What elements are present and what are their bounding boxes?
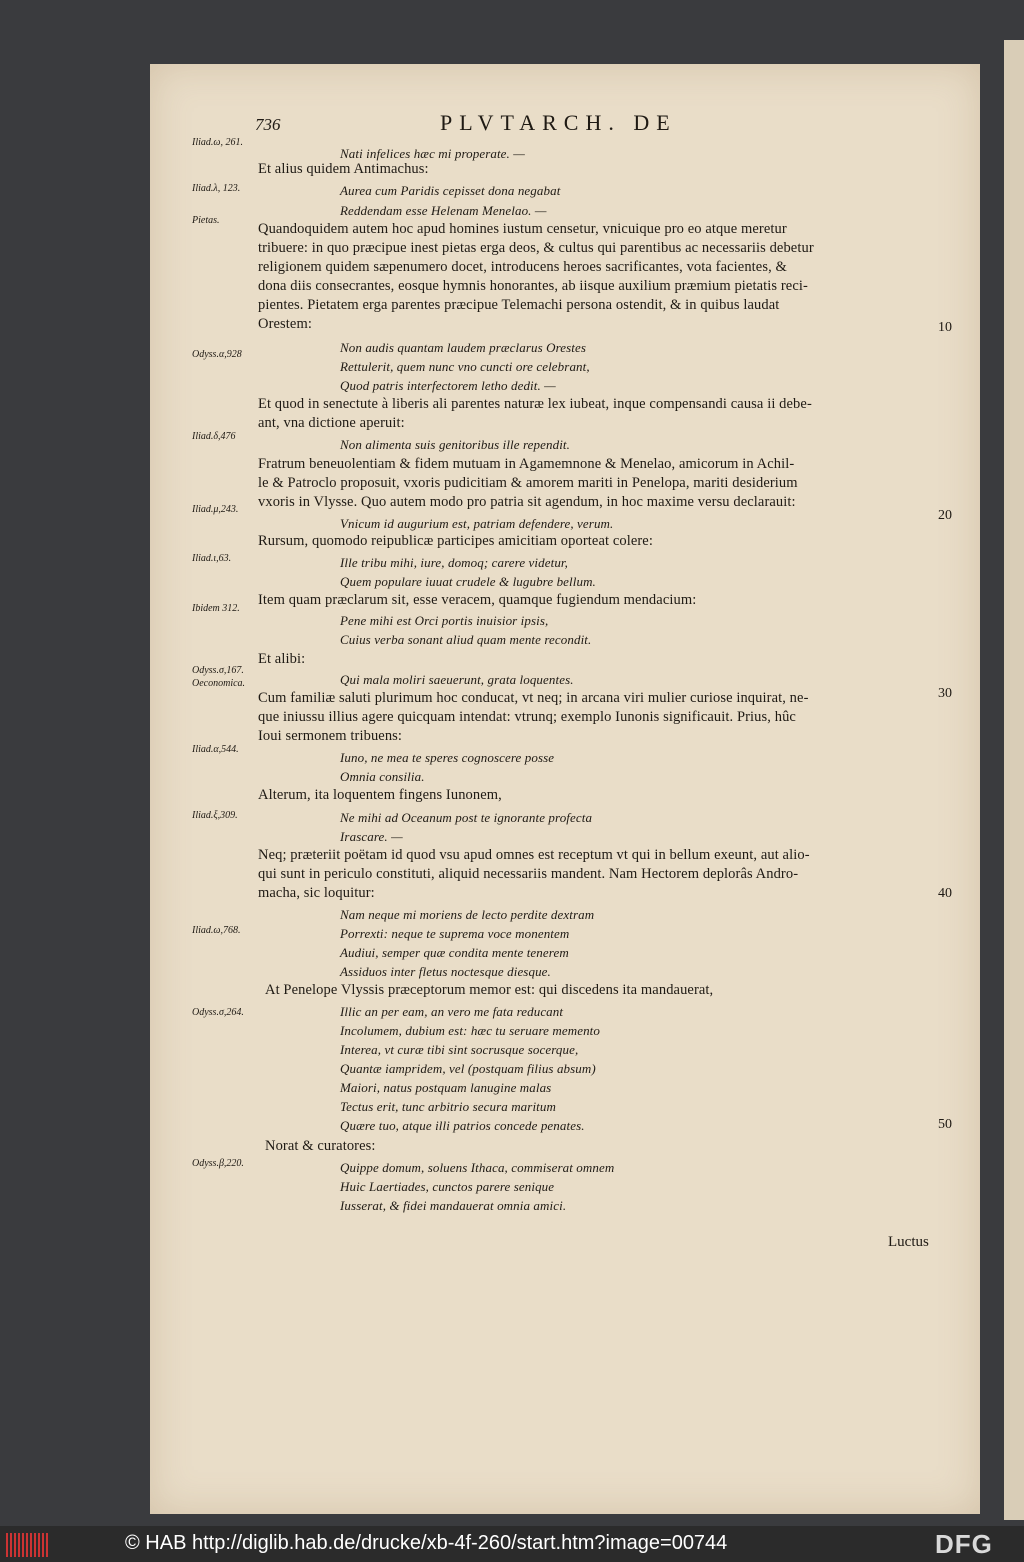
next-page-edge [1004, 40, 1024, 1520]
text-line: le & Patroclo proposuit, vxoris pudicitiam & amorem mariti in Penelopa, mariti desiderium [258, 475, 798, 491]
line-number: 10 [938, 320, 952, 335]
verse-line: Porrexti: neque te suprema voce monentem [340, 926, 570, 941]
text-line: Orestem: [258, 316, 312, 332]
margin-note: Iliad.ω,768. [192, 925, 241, 936]
verse-line: Iuno, ne mea te speres cognoscere posse [340, 750, 555, 765]
verse-line: Ille tribu mihi, iure, domoq; carere videtur, [340, 555, 568, 570]
margin-note: Iliad.ι,63. [192, 553, 232, 564]
text-line: Neq; præteriit poëtam id quod vsu apud omnes est receptum vt qui in bellum exeunt, aut alio- [258, 847, 810, 863]
text-line: Alterum, ita loquentem fingens Iunonem, [258, 787, 502, 803]
verse-line: Maiori, natus postquam lanugine malas [340, 1080, 552, 1095]
verse-line: Assiduos inter fletus noctesque diesque. [340, 964, 551, 979]
text-line: que iniussu illius agere quicquam intendat: vtrunq; exemplo Iunonis significauit. Prius, hûc [258, 709, 796, 725]
verse-line: Nati infelices hæc mi properate. — [340, 146, 525, 161]
text-line: religionem quidem sæpenumero docet, introducens heroes sacrificantes, vota facientes, & [258, 259, 787, 275]
verse-line: Omnia consilia. [340, 769, 425, 784]
verse-line: Pene mihi est Orci portis inuisior ipsis, [340, 613, 549, 628]
text-line: qui sunt in periculo constituti, aliquid necessariis mandent. Nam Hectorem deplorâs Andro- [258, 866, 799, 882]
text-line: Item quam præclarum sit, esse veracem, quamque fugiendum mendacium: [258, 592, 697, 608]
library-logo-icon [6, 1533, 48, 1557]
margin-note: Iliad.δ,476 [192, 431, 236, 442]
verse-line: Interea, vt curæ tibi sint socrusque socerque, [340, 1042, 579, 1057]
margin-note: Pietas. [192, 215, 220, 226]
text-line: ant, vna dictione aperuit: [258, 415, 405, 431]
verse-line: Non audis quantam laudem præclarus Orestes [340, 340, 587, 355]
margin-note: Iliad.α,544. [192, 744, 239, 755]
verse-line: Aurea cum Paridis cepisset dona negabat [340, 183, 561, 198]
footer-citation[interactable]: © HAB http://diglib.hab.de/drucke/xb-4f-260/start.htm?image=00744 [125, 1532, 728, 1554]
text-line: Et alius quidem Antimachus: [258, 161, 429, 177]
line-number: 30 [938, 686, 952, 701]
page-number: 736 [255, 115, 281, 134]
text-line: At Penelope Vlyssis præceptorum memor est: qui discedens ita mandauerat, [265, 982, 714, 998]
verse-line: Quære tuo, atque illi patrios concede penates. [340, 1118, 585, 1133]
text-line: Norat & curatores: [265, 1138, 376, 1154]
verse-line: Quem populare iuuat crudele & lugubre bellum. [340, 574, 596, 589]
text-line: macha, sic loquitur: [258, 885, 375, 901]
margin-note: Odyss.β,220. [192, 1158, 244, 1169]
verse-line: Incolumem, dubium est: hæc tu seruare memento [340, 1023, 600, 1038]
margin-note: Iliad.ξ,309. [192, 810, 238, 821]
verse-line: Vnicum id augurium est, patriam defendere, verum. [340, 516, 614, 531]
verse-line: Nam neque mi moriens de lecto perdite dextram [340, 907, 595, 922]
margin-note: Iliad.λ, 123. [192, 183, 241, 194]
text-line: Et alibi: [258, 651, 306, 667]
verse-line: Cuius verba sonant aliud quam mente recondit. [340, 632, 592, 647]
verse-line: Rettulerit, quem nunc vno cuncti ore celebrant, [340, 359, 590, 374]
dfg-logo: DFG [935, 1529, 993, 1559]
text-line: vxoris in Vlysse. Quo autem modo pro patria sit agendum, in hoc maxime versu declarauit: [258, 494, 796, 510]
text-line: Fratrum beneuolentiam & fidem mutuam in Agamemnone & Menelao, amicorum in Achil- [258, 456, 795, 472]
text-line: Ioui sermonem tribuens: [258, 728, 403, 744]
text-line: Et quod in senectute à liberis ali parentes naturæ lex iubeat, inque compensandi causa ii debe- [258, 396, 812, 412]
footer-bar [0, 1526, 1024, 1562]
margin-note: Odyss.α,928 [192, 349, 242, 360]
margin-note: Oeconomica. [192, 678, 246, 689]
verse-line: Tectus erit, tunc arbitrio secura maritum [340, 1099, 556, 1114]
margin-note: Ibidem 312. [192, 603, 240, 614]
margin-note: Odyss.σ,167. [192, 665, 244, 676]
text-line: Quandoquidem autem hoc apud homines iustum censetur, vnicuique pro eo atque meretur [258, 221, 787, 237]
verse-line: Huic Laertiades, cunctos parere senique [340, 1179, 555, 1194]
line-number: 20 [938, 508, 952, 523]
text-line: tribuere: in quo præcipue inest pietas erga deos, & cultus qui parentibus ac necessariis debetur [258, 240, 814, 256]
text-line: pientes. Pietatem erga parentes præcipue Telemachi persona ostendit, & in quibus laudat [258, 297, 780, 313]
verse-line: Non alimenta suis genitoribus ille rependit. [340, 437, 570, 452]
verse-line: Audiui, semper quæ condita mente tenerem [340, 945, 569, 960]
line-number: 50 [938, 1117, 952, 1132]
margin-note: Iliad.μ,243. [192, 504, 239, 515]
verse-line: Quantæ iampridem, vel (postquam filius absum) [340, 1061, 596, 1076]
text-line: dona diis consecrantes, eosque hymnis honorantes, ab iisque auxilium præmium pietatis reci- [258, 278, 808, 294]
verse-line: Ne mihi ad Oceanum post te ignorante profecta [340, 810, 593, 825]
verse-line: Irascare. — [340, 829, 403, 844]
verse-line: Iusserat, & fidei mandauerat omnia amici. [340, 1198, 567, 1213]
margin-note: Iliad.ω, 261. [192, 137, 243, 148]
verse-line: Qui mala moliri saeuerunt, grata loquentes. [340, 672, 574, 687]
verse-line: Reddendam esse Helenam Menelao. — [340, 203, 547, 218]
verse-line: Quippe domum, soluens Ithaca, commiserat omnem [340, 1160, 615, 1175]
margin-note: Odyss.σ,264. [192, 1007, 244, 1018]
text-line: Cum familiæ saluti plurimum hoc conducat, vt neq; in arcana viri mulier curiose inquirat, ne- [258, 690, 809, 706]
text-line: Rursum, quomodo reipublicæ participes amicitiam oporteat colere: [258, 533, 653, 549]
verse-line: Quod patris interfectorem letho dedit. — [340, 378, 556, 393]
catchword: Luctus [888, 1234, 929, 1250]
line-number: 40 [938, 886, 952, 901]
running-head: PLVTARCH. DE [440, 110, 677, 135]
verse-line: Illic an per eam, an vero me fata reducant [340, 1004, 564, 1019]
